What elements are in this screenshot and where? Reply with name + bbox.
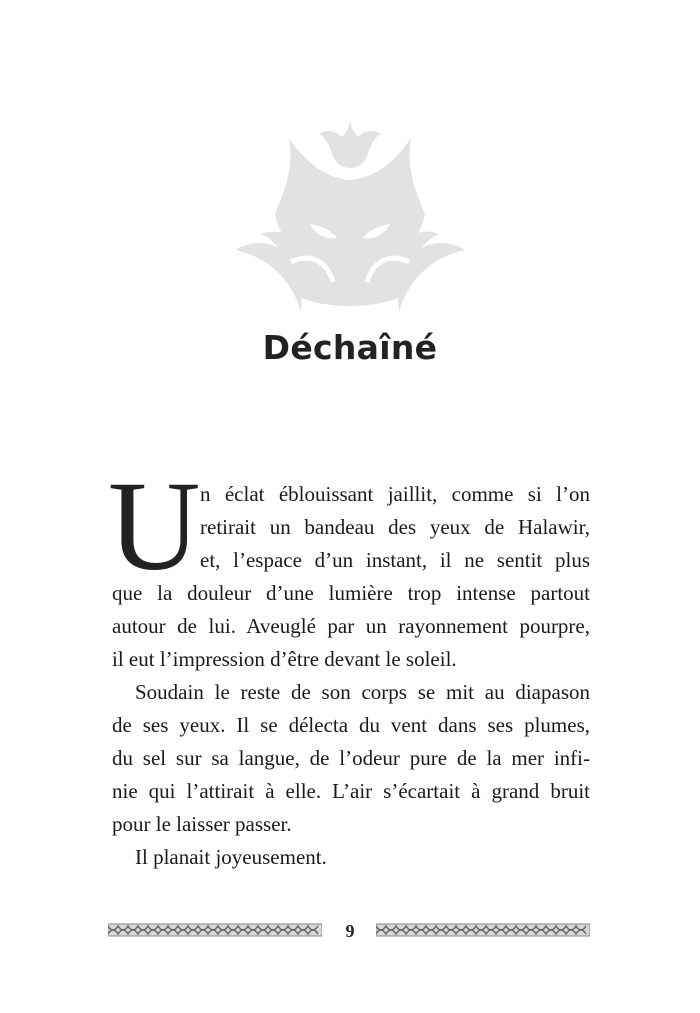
drop-cap: U bbox=[108, 455, 201, 597]
body-line: et, l’espace d’un instant, il ne sentit plus bbox=[200, 548, 590, 572]
page-number: 9 bbox=[345, 921, 355, 941]
body-line: Soudain le reste de son corps se mit au diapason bbox=[135, 680, 590, 704]
body-line: autour de lui. Aveuglé par un rayonnement pourpre, bbox=[112, 614, 590, 638]
body-line: pour le laisser passer. bbox=[112, 812, 292, 836]
body-line: du sel sur sa langue, de l’odeur pure de la mer infi- bbox=[112, 746, 590, 770]
body-line: de ses yeux. Il se délecta du vent dans ses plumes, bbox=[112, 713, 590, 737]
body-line: nie qui l’attirait à elle. L’air s’écartait à grand bruit bbox=[112, 779, 590, 803]
masked-face-emblem-icon bbox=[215, 122, 485, 317]
braided-ornament-right-icon bbox=[376, 923, 590, 937]
body-line: que la douleur d’une lumière trop intense partout bbox=[112, 581, 590, 605]
page-footer bbox=[0, 921, 700, 945]
body-line: retirait un bandeau des yeux de Halawir, bbox=[200, 515, 590, 539]
body-line: n éclat éblouissant jaillit, comme si l’on bbox=[200, 482, 590, 506]
body-line: Il planait joyeusement. bbox=[135, 845, 327, 869]
body-line: il eut l’impression d’être devant le soleil. bbox=[112, 647, 457, 671]
chapter-title: Déchaîné bbox=[262, 328, 438, 367]
